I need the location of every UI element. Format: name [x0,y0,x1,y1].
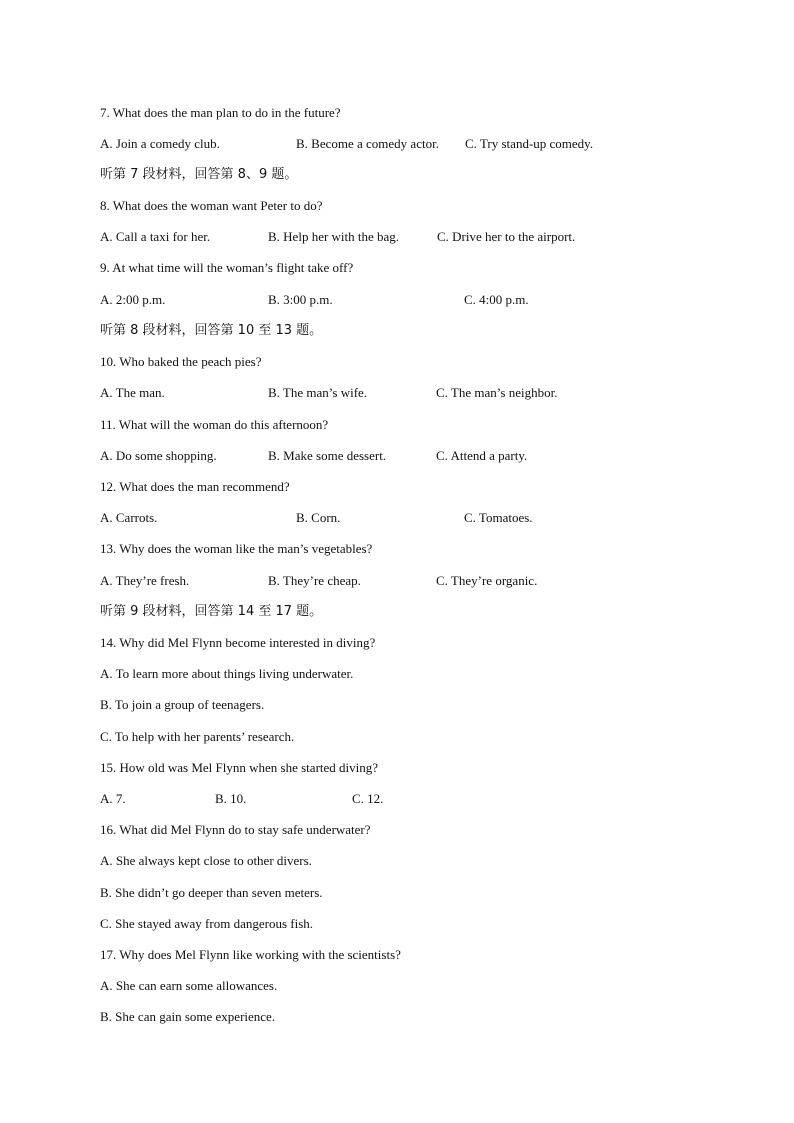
section-heading-9: 听第 9 段材料，回答第 14 至 17 题。 [100,604,323,619]
option-8b: B. Help her with the bag. [268,229,400,244]
option-17a: A. She can earn some allowances. [100,978,278,993]
question-14: 14. Why did Mel Flynn become interested in diving? [100,635,376,650]
option-10c: C. The man’s neighbor. [436,385,558,400]
option-15c: C. 12. [352,791,384,806]
option-13c: C. They’re organic. [436,573,538,588]
question-12: 12. What does the man recommend? [100,479,290,494]
question-11: 11. What will the woman do this afternoon? [100,417,329,432]
option-8c: C. Drive her to the airport. [437,229,576,244]
question-17: 17. Why does Mel Flynn like working with the scientists? [100,947,401,962]
option-15b: B. 10. [215,791,247,806]
question-8: 8. What does the woman want Peter to do? [100,198,323,213]
section-heading-7: 听第 7 段材料，回答第 8、9 题。 [100,167,298,182]
option-12c: C. Tomatoes. [464,510,533,525]
option-7c: C. Try stand-up comedy. [465,136,594,151]
option-17b: B. She can gain some experience. [100,1009,276,1024]
option-14a: A. To learn more about things living underwater. [100,666,354,681]
option-11c: C. Attend a party. [436,448,528,463]
question-13: 13. Why does the woman like the man’s vegetables? [100,541,373,556]
option-9c: C. 4:00 p.m. [464,292,529,307]
option-7a: A. Join a comedy club. [100,136,220,151]
option-10b: B. The man’s wife. [268,385,368,400]
option-10a: A. The man. [100,385,165,400]
question-9: 9. At what time will the woman’s flight take off? [100,260,354,275]
option-14b: B. To join a group of teenagers. [100,697,265,712]
section-heading-8: 听第 8 段材料，回答第 10 至 13 题。 [100,323,323,338]
question-16: 16. What did Mel Flynn do to stay safe underwater? [100,822,371,837]
option-12b: B. Corn. [296,510,341,525]
option-14c: C. To help with her parents’ research. [100,729,295,744]
option-9a: A. 2:00 p.m. [100,292,166,307]
option-9b: B. 3:00 p.m. [268,292,333,307]
option-11a: A. Do some shopping. [100,448,217,463]
option-13b: B. They’re cheap. [268,573,361,588]
option-15a: A. 7. [100,791,126,806]
question-7: 7. What does the man plan to do in the future? [100,105,341,120]
question-15: 15. How old was Mel Flynn when she started diving? [100,760,379,775]
question-10: 10. Who baked the peach pies? [100,354,262,369]
option-12a: A. Carrots. [100,510,158,525]
option-11b: B. Make some dessert. [268,448,387,463]
option-16c: C. She stayed away from dangerous fish. [100,916,314,931]
option-16b: B. She didn’t go deeper than seven meters. [100,885,323,900]
option-8a: A. Call a taxi for her. [100,229,211,244]
option-13a: A. They’re fresh. [100,573,190,588]
option-7b: B. Become a comedy actor. [296,136,439,151]
option-16a: A. She always kept close to other divers. [100,853,312,868]
